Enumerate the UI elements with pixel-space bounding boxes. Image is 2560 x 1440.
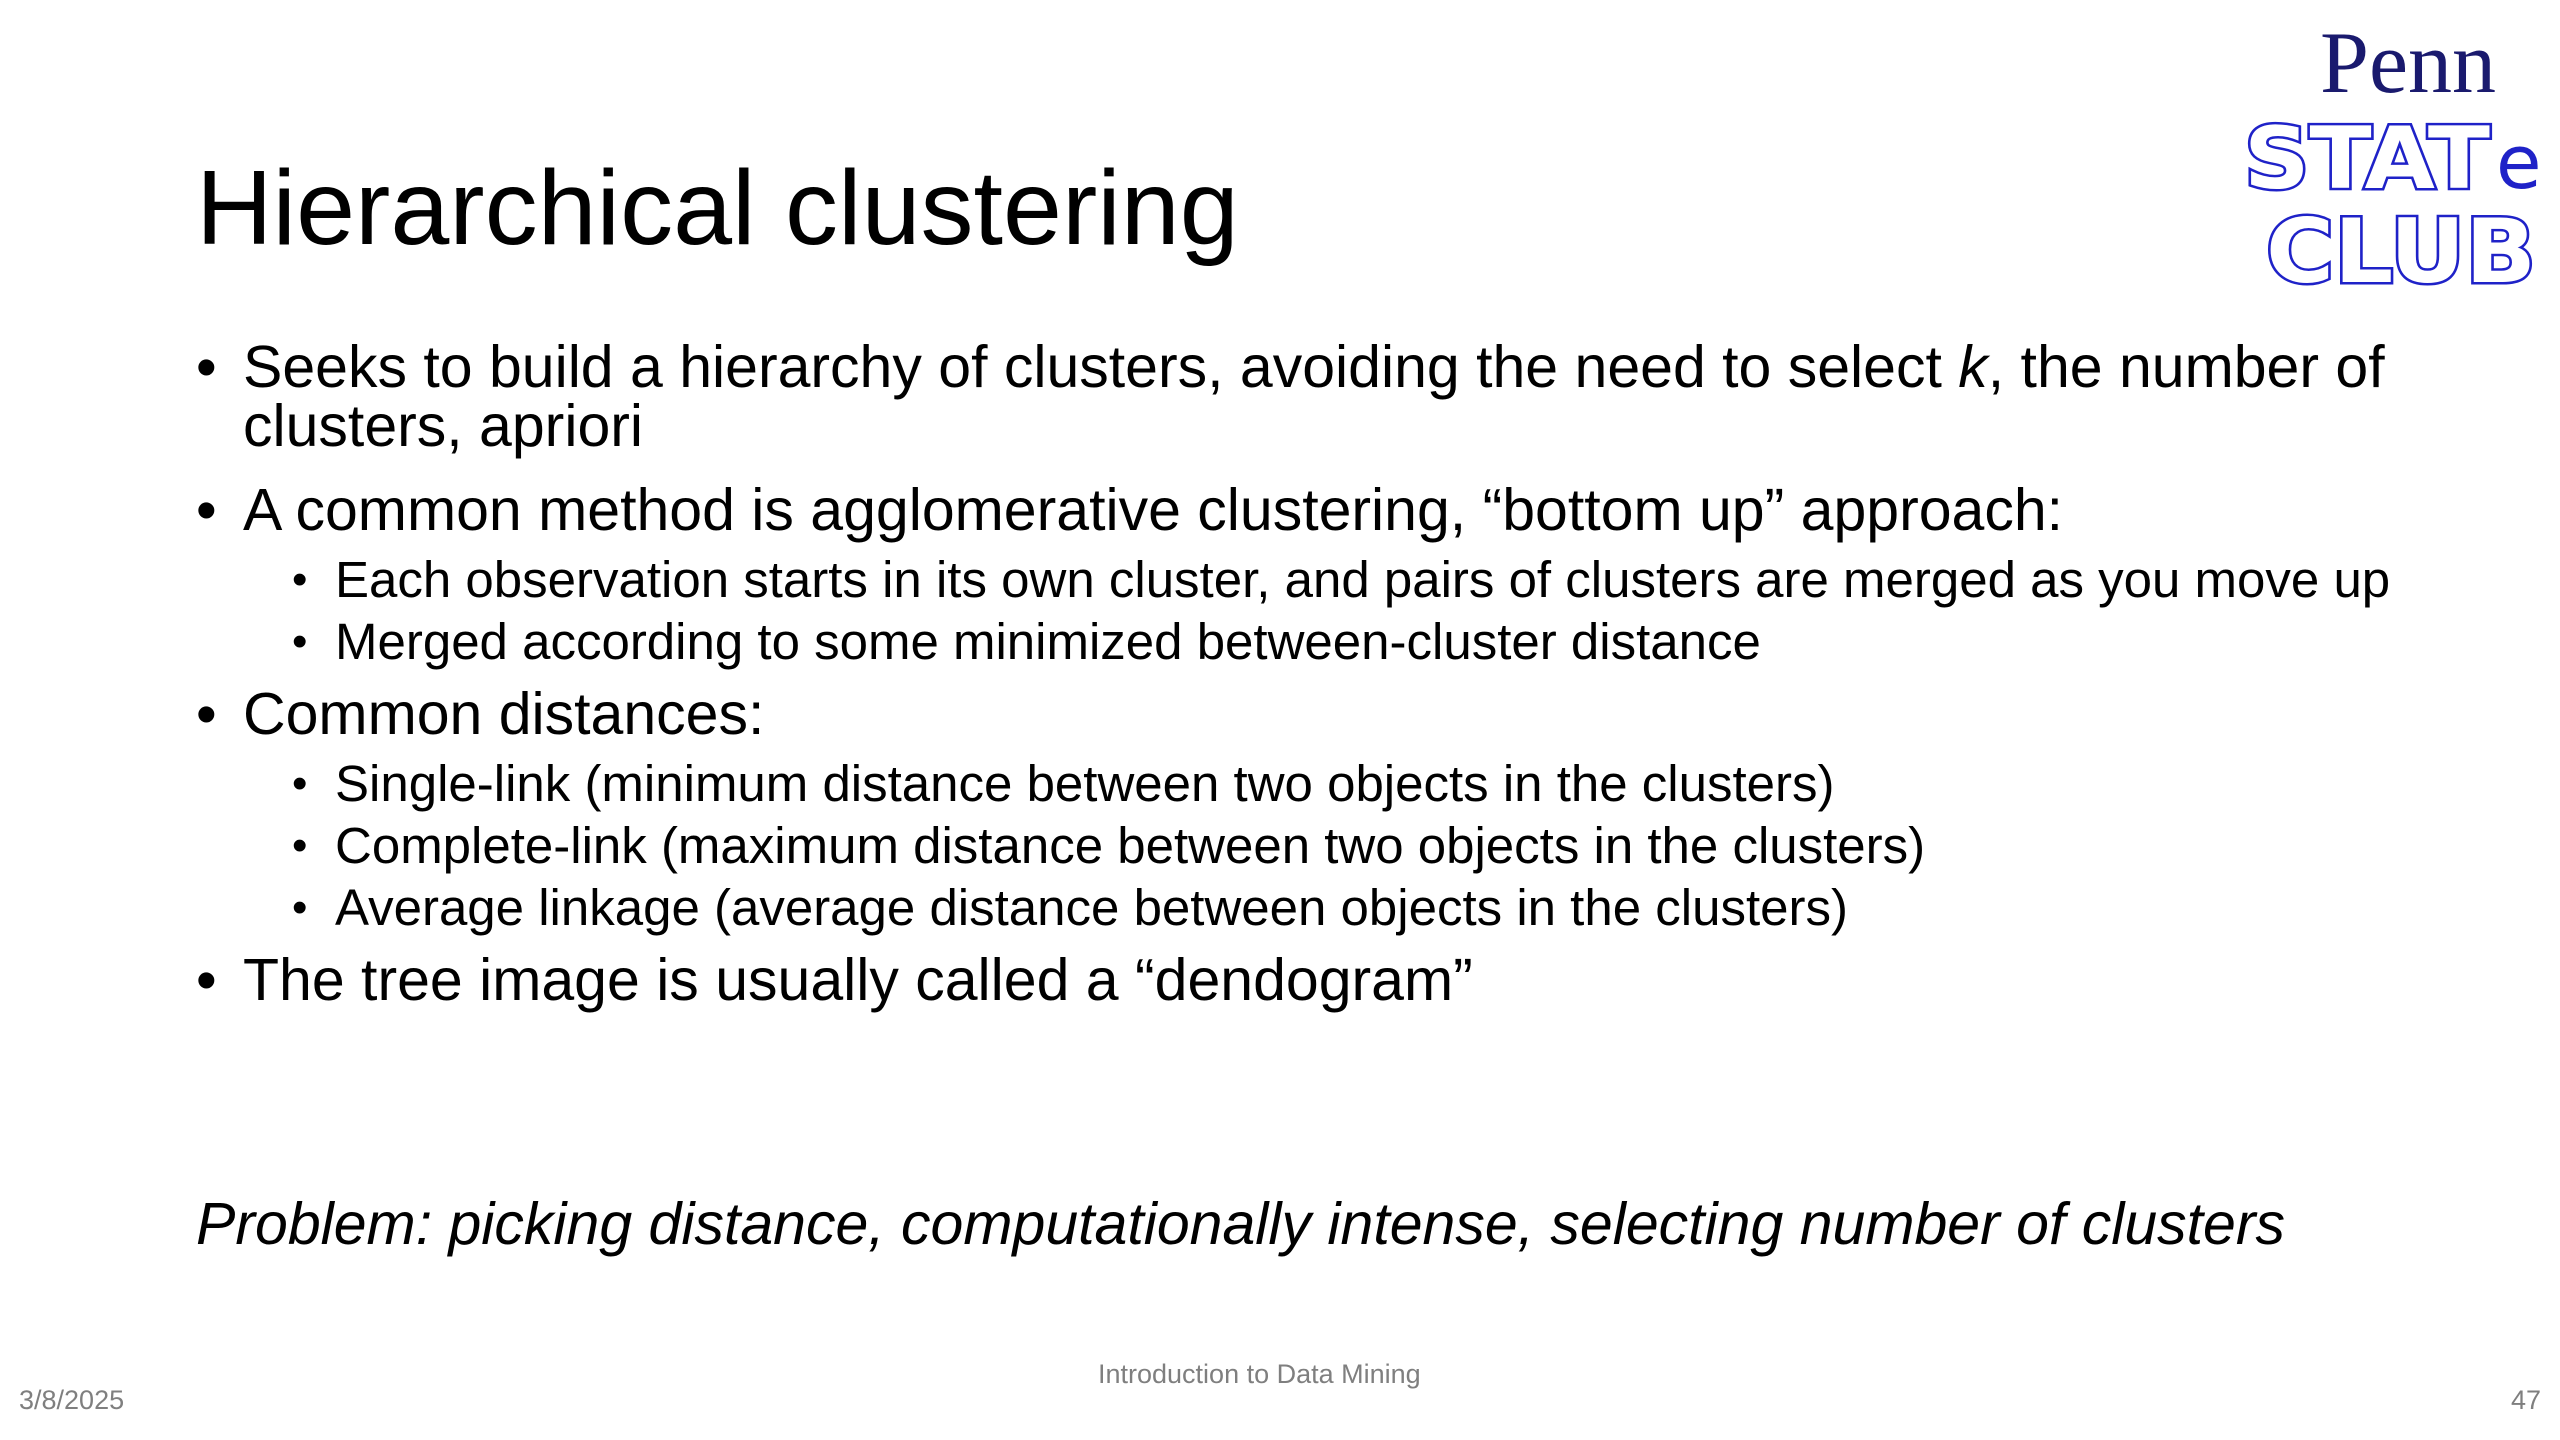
logo-penn-text: Penn (2320, 15, 2496, 112)
problem-statement: Problem: picking distance, computationally intense, selecting number of clusters (196, 1191, 2285, 1257)
logo-stat-text: STAT (2244, 109, 2491, 209)
subbullet-each-observation: • Each observation starts in its own cluster, and pairs of clusters are merged as you move up (292, 555, 2506, 605)
bullet-hierarchy-text-a: Seeks to build a hierarchy of clusters, avoiding the need to select (243, 334, 1959, 400)
subbullet-merged: • Merged according to some minimized between-cluster distance (292, 617, 2506, 667)
bullet-common-distances: • Common distances: (196, 685, 2506, 744)
subbullet-complete-link: • Complete-link (maximum distance between two objects in the clusters) (292, 821, 2506, 871)
bullet-hierarchy-k: k (1958, 334, 1988, 400)
footer-title: Introduction to Data Mining (1098, 1359, 1421, 1389)
slide-number: 47 (2510, 1385, 2541, 1415)
bullet-agglomerative: • A common method is agglomerative clustering, “bottom up” approach: (196, 481, 2506, 540)
bullet-hierarchy-text-b: , the number of clusters, apriori (243, 334, 2385, 459)
bullet-hierarchy (196, 334, 2506, 459)
bullet-list (196, 334, 2506, 1035)
logo-club-text: CLUB (2266, 200, 2536, 300)
subbullet-average-linkage: • Average linkage (average distance between objects in the clusters) (292, 883, 2506, 933)
subbullet-single-link: • Single-link (minimum distance between two objects in the clusters) (292, 759, 2506, 809)
bullet-dendogram: • The tree image is usually called a “dendogram” (196, 951, 2506, 1010)
logo-e-text: e (2496, 120, 2542, 206)
penn-state-club-logo (2240, 10, 2560, 300)
footer-date: 3/8/2025 (19, 1385, 125, 1415)
slide-title: Hierarchical clustering (196, 149, 1239, 267)
